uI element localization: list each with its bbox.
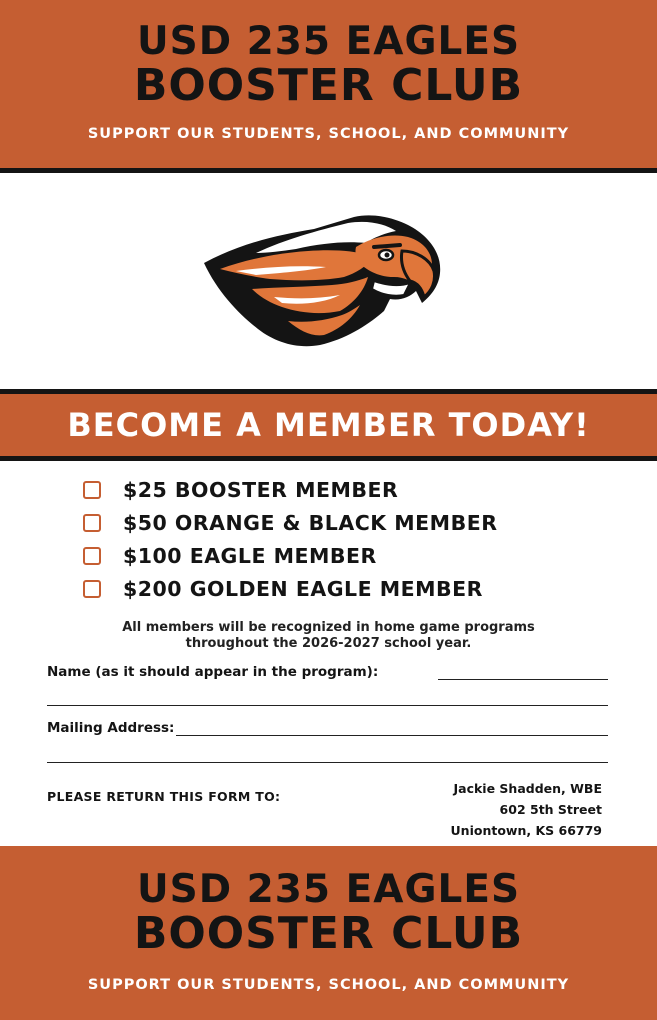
name-field-line-2[interactable] [47, 705, 608, 706]
option-label: $50 ORANGE & BLACK MEMBER [123, 510, 498, 535]
address-field-label: Mailing Address: [47, 720, 175, 736]
option-row [83, 539, 497, 572]
address-field-line[interactable] [176, 735, 608, 736]
option-checkbox[interactable] [83, 514, 101, 532]
option-label: $200 GOLDEN EAGLE MEMBER [123, 576, 483, 601]
return-city: Uniontown, KS 66779 [450, 823, 602, 838]
header-band [0, 0, 657, 173]
option-checkbox[interactable] [83, 481, 101, 499]
option-checkbox[interactable] [83, 547, 101, 565]
note-line-1: All members will be recognized in home game programs [122, 620, 535, 635]
note-line-2: throughout the 2026-2027 school year. [185, 636, 472, 651]
option-row [83, 506, 497, 539]
banner-text: BECOME A MEMBER TODAY! [67, 406, 590, 444]
recognition-note [0, 620, 657, 652]
membership-options [83, 473, 497, 605]
eagle-head-icon [196, 211, 446, 351]
option-checkbox[interactable] [83, 580, 101, 598]
footer-title-line1: USD 235 EAGLES [136, 867, 521, 912]
footer-tagline: SUPPORT OUR STUDENTS, SCHOOL, AND COMMUNITY [87, 977, 570, 993]
option-row [83, 473, 497, 506]
become-member-banner [0, 389, 657, 461]
name-field-line[interactable] [438, 679, 608, 680]
footer-title-line2: BOOSTER CLUB [133, 908, 524, 959]
option-label: $100 EAGLE MEMBER [123, 543, 377, 568]
header-title-line2: BOOSTER CLUB [133, 60, 524, 111]
option-row [83, 572, 497, 605]
return-name: Jackie Shadden, WBE [453, 781, 602, 796]
header-tagline: SUPPORT OUR STUDENTS, SCHOOL, AND COMMUNITY [87, 126, 570, 142]
return-form-label: PLEASE RETURN THIS FORM TO: [47, 789, 281, 804]
logo-area [78, 183, 576, 381]
header-title-line1: USD 235 EAGLES [136, 19, 521, 64]
option-label: $25 BOOSTER MEMBER [123, 477, 399, 502]
address-field-line-2[interactable] [47, 762, 608, 763]
name-field-label: Name (as it should appear in the program): [47, 664, 379, 680]
footer-band [0, 846, 657, 1020]
return-address [451, 778, 602, 841]
return-street: 602 5th Street [499, 802, 602, 817]
